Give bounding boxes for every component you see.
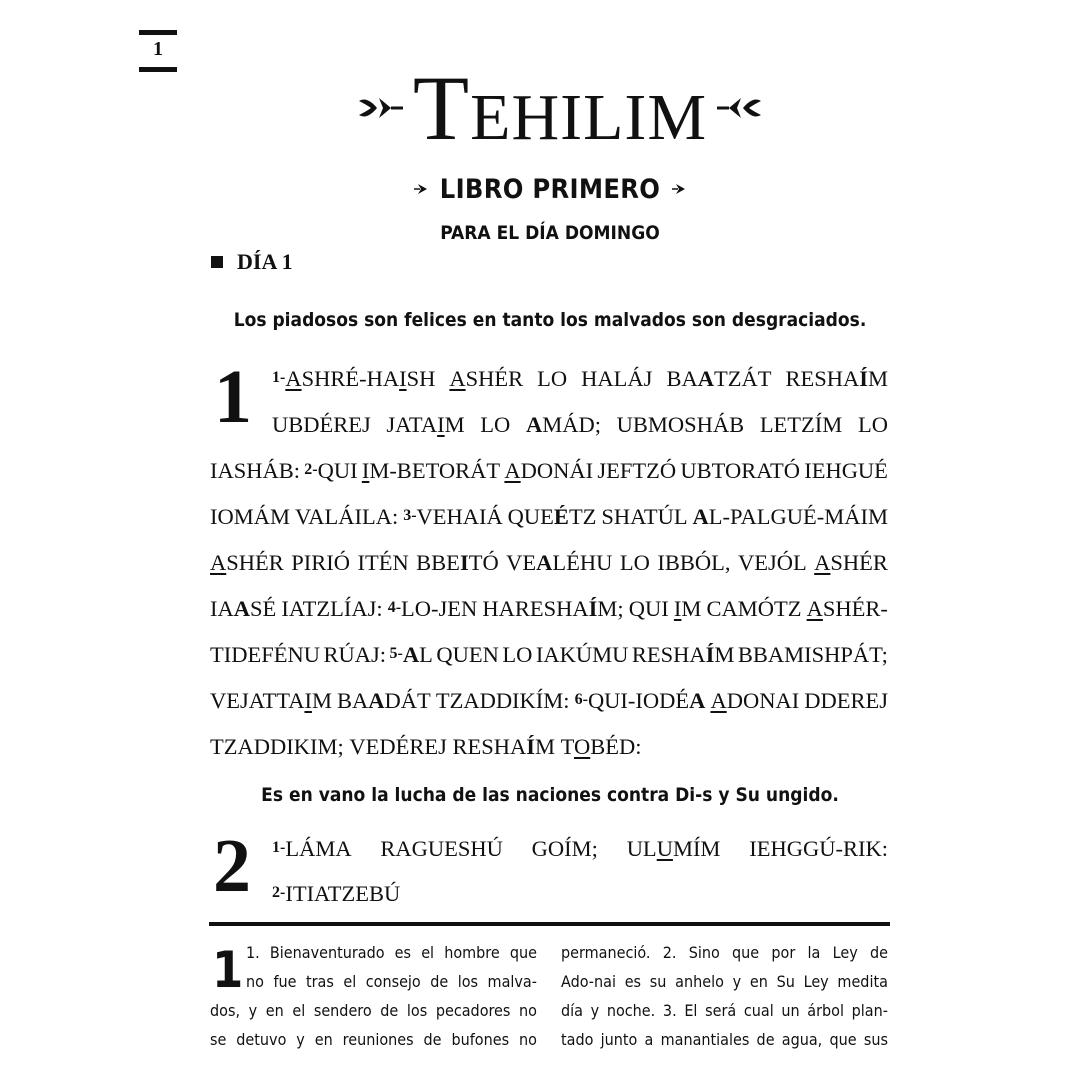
psalm-1-summary: Los piadosos son felices en tanto los malvados son desgraciados. bbox=[233, 309, 867, 331]
book-subtitle: PARA EL DÍA DOMINGO bbox=[440, 222, 660, 244]
translation-line: permaneció. 2. Sino que por la Ley de bbox=[561, 943, 888, 962]
small-ornament-right-icon bbox=[672, 183, 686, 195]
translation-number: 1 bbox=[212, 941, 244, 999]
day-text: DÍA 1 bbox=[237, 249, 293, 274]
page-number-bottom-bar bbox=[139, 67, 177, 72]
translation-line: se detuvo y en reuniones de bufones no bbox=[210, 1030, 537, 1049]
text-line-1: 1-ASHRÉ-HAISH ASHÉR LO HALÁJ BAATZÁT RESHAÍM bbox=[272, 366, 888, 391]
title-rest: EHILIM bbox=[470, 81, 708, 154]
text-line-3: IASHÁB: 2-QUI IM-BETORÁT ADONÁI JEFTZÓ UBTORATÓ IEHGUÉ bbox=[210, 458, 888, 483]
text-line-4: IOMÁM VALÁILA: 3-VEHAIÁ QUEÉTZ SHATÚL AL-PALGUÉ-MÁIM bbox=[210, 504, 888, 529]
section-divider bbox=[209, 922, 890, 926]
text-line-2: UBDÉREJ JATAIM LO AMÁD; UBMOSHÁB LETZÍM LO bbox=[272, 412, 888, 437]
book-title: LIBRO PRIMERO bbox=[439, 173, 661, 205]
translation-right-column bbox=[561, 943, 888, 1059]
page-number bbox=[139, 30, 177, 72]
book-title-row bbox=[380, 172, 720, 206]
psalm-1-number: 1 bbox=[214, 355, 252, 439]
page-number-top-bar bbox=[139, 30, 177, 35]
title-row bbox=[300, 58, 820, 158]
title-initial: T bbox=[412, 57, 471, 159]
square-bullet-icon bbox=[211, 256, 223, 268]
translation-line: 1. Bienaventurado es el hombre que bbox=[246, 943, 537, 962]
psalm-2-number: 2 bbox=[213, 824, 251, 908]
translation-line: Ado-nai es su anhelo y en Su Ley medita bbox=[561, 972, 888, 991]
page-title bbox=[413, 55, 707, 161]
translation-line: dos, y en el sendero de los pecadores no bbox=[210, 1001, 537, 1020]
ornament-right-icon bbox=[717, 93, 763, 123]
ornament-left-icon bbox=[357, 93, 403, 123]
text-line-10: 1-LÁMA RAGUESHÚ GOÍM; ULUMÍM IEHGGÚ-RIK: bbox=[272, 836, 888, 861]
text-line-11: 2-ITIATZEBÚ bbox=[272, 881, 401, 906]
small-ornament-left-icon bbox=[414, 183, 428, 195]
translation-line: día y noche. 3. El será cual un árbol plan- bbox=[561, 1001, 888, 1020]
text-line-6: IAASÉ IATZLÍAJ: 4-LO-JEN HARESHAÍM; QUI IM CAMÓTZ ASHÉR- bbox=[210, 596, 888, 621]
text-line-9: TZADDIKIM; VEDÉREJ RESHAÍM TOBÉD: bbox=[210, 734, 642, 759]
translation-line: tado junto a manantiales de agua, que sus bbox=[561, 1030, 888, 1049]
text-line-5: ASHÉR PIRIÓ ITÉN BBEITÓ VEALÉHU LO IBBÓL, VEJÓL ASHÉR bbox=[210, 550, 888, 575]
page-number-text: 1 bbox=[153, 38, 163, 60]
translation-left-column bbox=[210, 943, 537, 1059]
psalm-2-summary: Es en vano la lucha de las naciones contra Di-s y Su ungido. bbox=[261, 784, 839, 806]
text-line-7: TIDEFÉNU RÚAJ: 5-AL QUEN LO IAKÚMU RESHAÍM BBAMISHPÁT; bbox=[210, 642, 888, 667]
day-label bbox=[211, 248, 293, 276]
translation-line: no fue tras el consejo de los malva- bbox=[246, 972, 537, 991]
text-line-8: VEJATTAIM BAADÁT TZADDIKÍM: 6-QUI-IODÉA ADONAI DDEREJ bbox=[210, 688, 888, 713]
